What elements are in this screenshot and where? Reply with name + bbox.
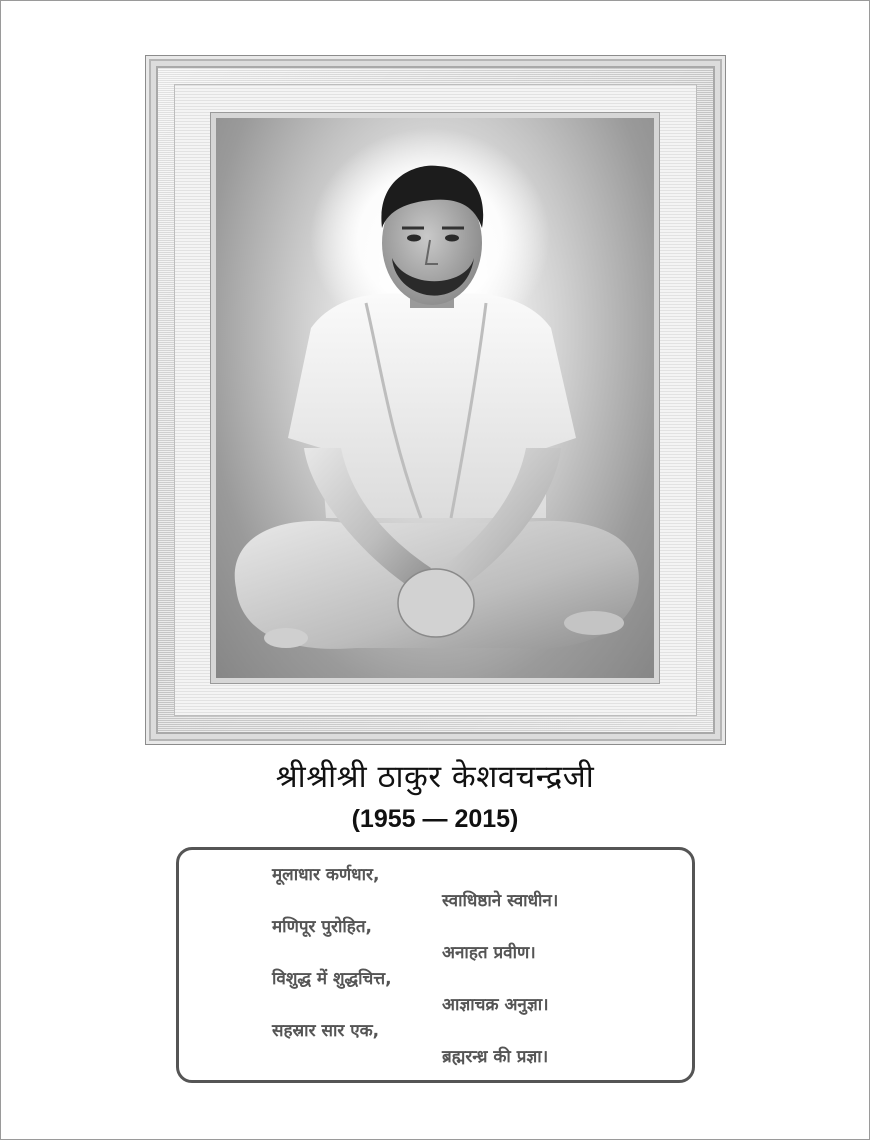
right-foot bbox=[564, 611, 624, 635]
verse-line: मणिपूर पुरोहित, bbox=[272, 917, 372, 937]
left-foot bbox=[264, 628, 308, 648]
verse-line: आज्ञाचक्र अनुज्ञा। bbox=[442, 995, 549, 1015]
verse-line: स्वाधिष्ठाने स्वाधीन। bbox=[442, 891, 559, 911]
verse-line: ब्रह्मरन्ध्र की प्रज्ञा। bbox=[442, 1047, 549, 1067]
verse-line: मूलाधार कर्णधार, bbox=[272, 865, 380, 885]
life-dates: (1955 — 2015) bbox=[351, 805, 519, 833]
portrait-photo bbox=[216, 118, 654, 678]
portrait-illustration bbox=[216, 118, 654, 678]
verse-line: सहस्रार सार एक, bbox=[272, 1021, 380, 1041]
verse-line: विशुद्ध में शुद्धचित्त, bbox=[272, 969, 392, 989]
verse-line: अनाहत प्रवीण। bbox=[442, 943, 536, 963]
clasped-hands bbox=[398, 569, 474, 637]
page-title: श्रीश्रीश्री ठाकुर केशवचन्द्रजी bbox=[275, 759, 595, 795]
verse-box bbox=[176, 847, 695, 1083]
